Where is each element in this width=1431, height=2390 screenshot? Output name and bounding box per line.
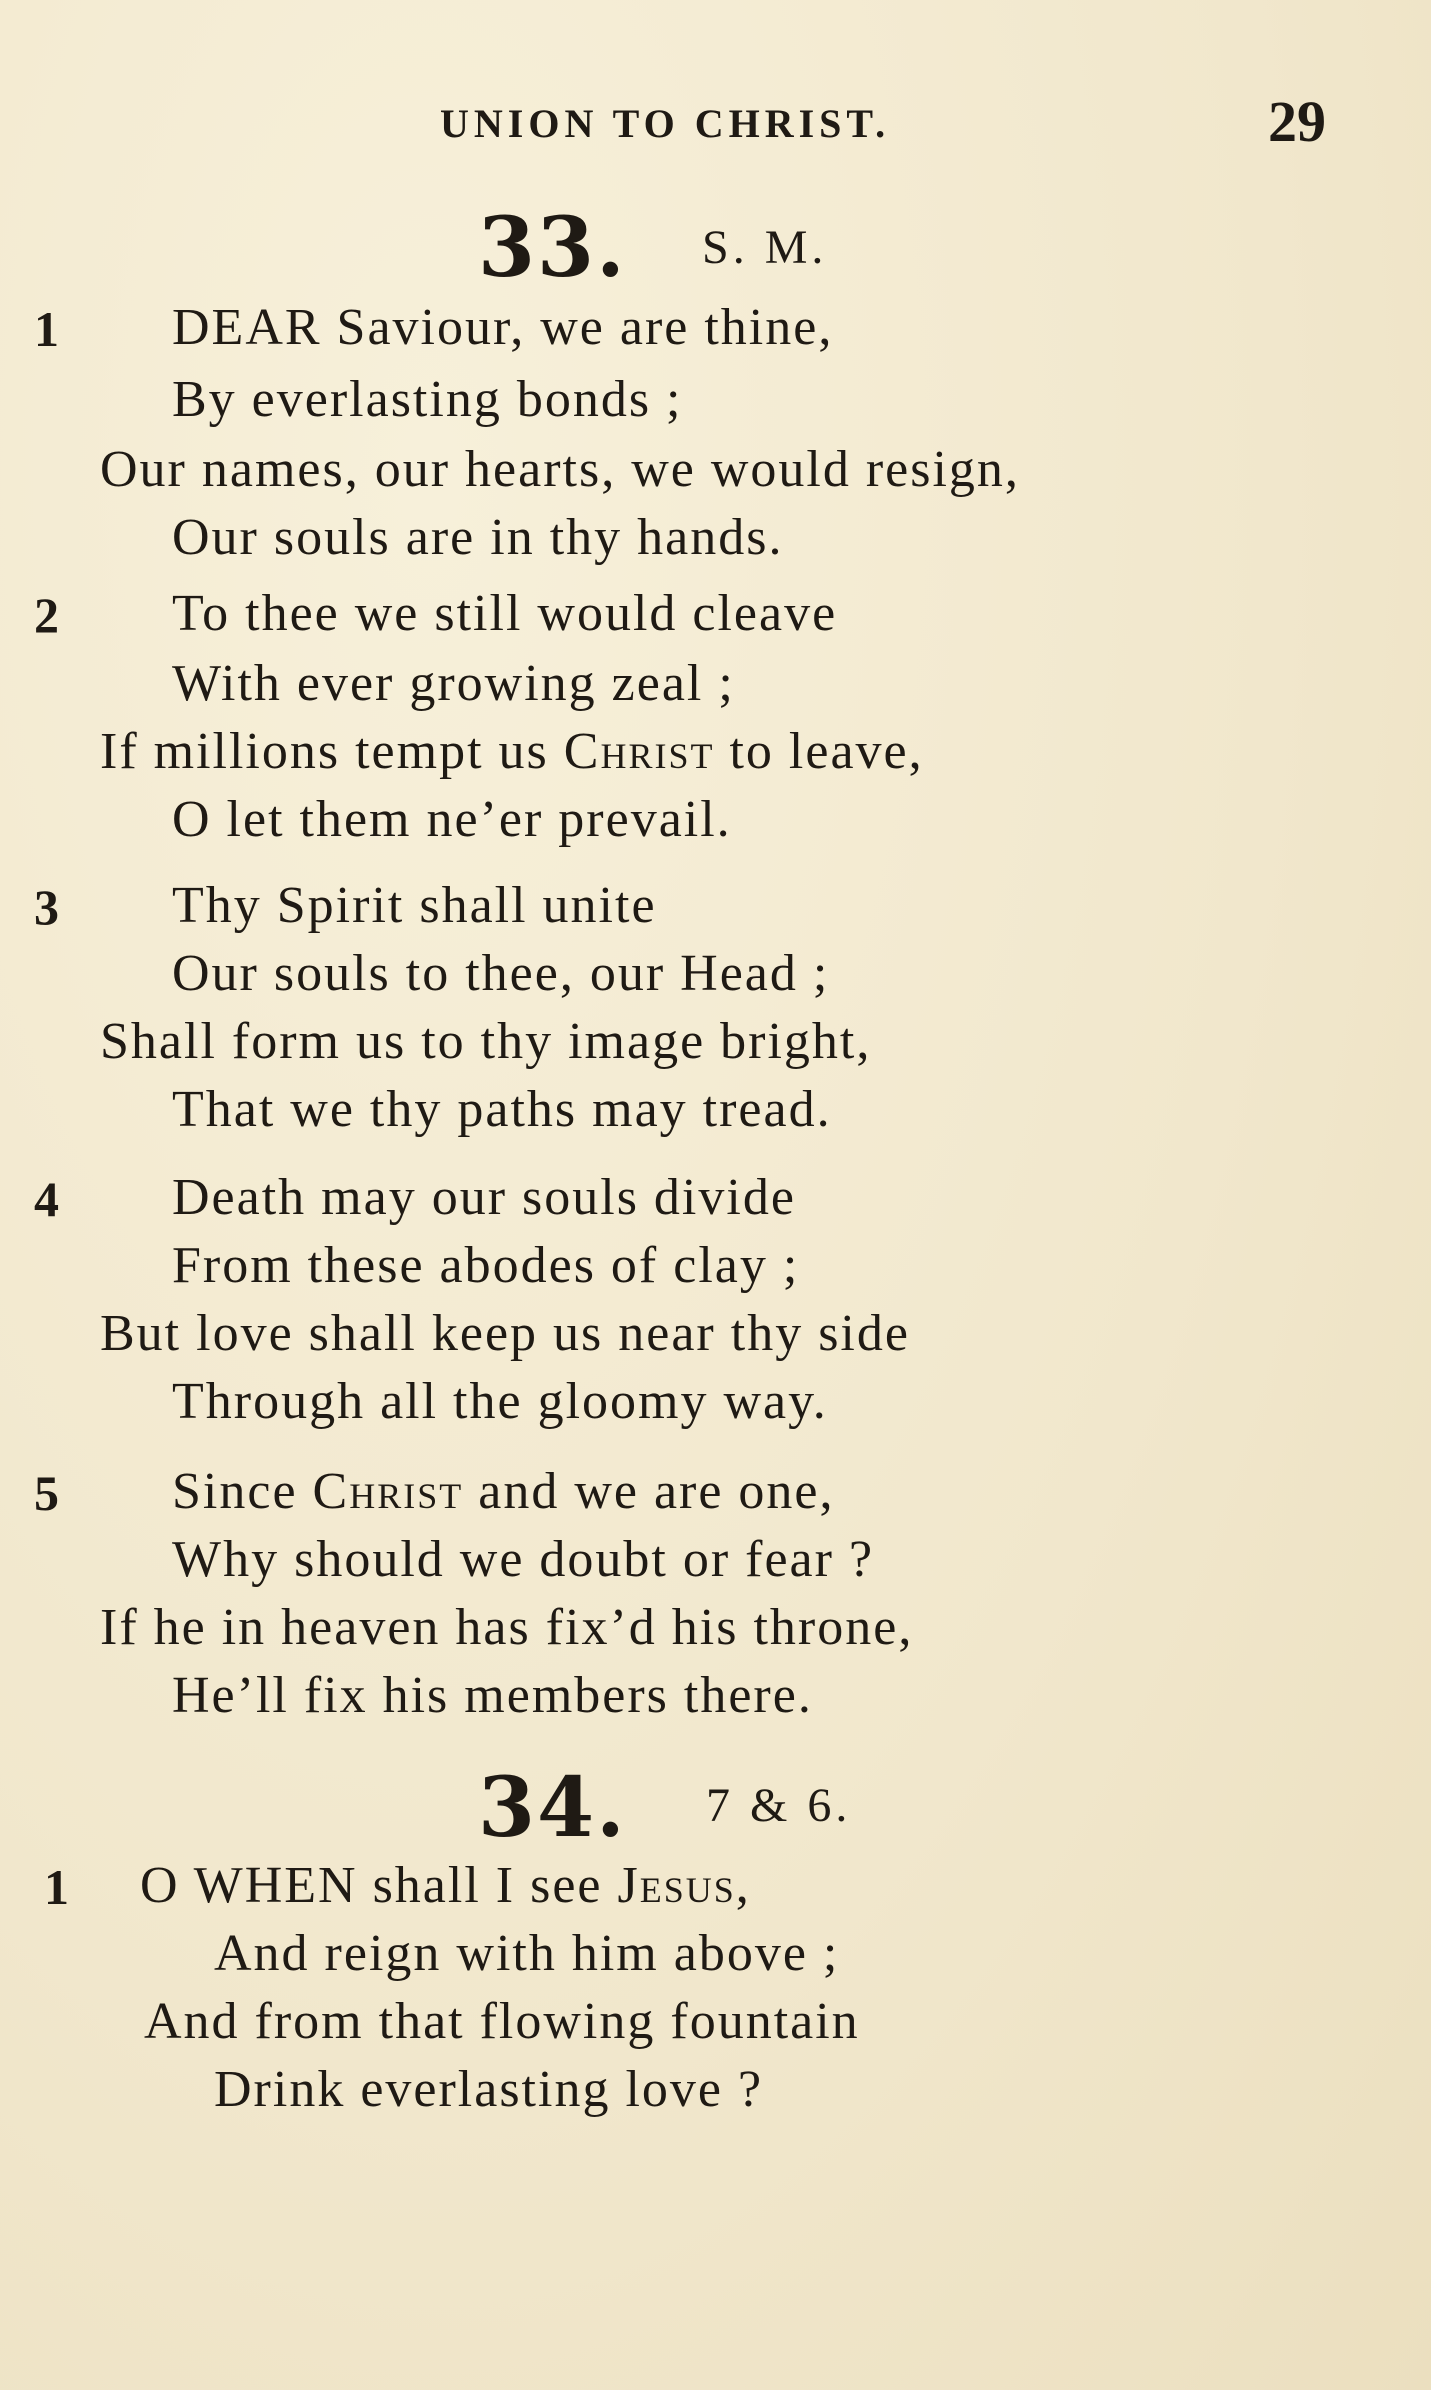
hymn-number: 33. [478, 200, 627, 296]
running-title: UNION TO CHRIST. [440, 101, 891, 146]
verse-number: 1 [44, 1859, 69, 1915]
verse-line: Our names, our hearts, we would resign, [100, 441, 1020, 498]
verse-line: Shall form us to thy image bright, [100, 1013, 872, 1070]
verse-line: He’ll fix his members there. [172, 1667, 813, 1724]
christ-small-caps: Christ [312, 1463, 464, 1520]
verse-number: 1 [34, 301, 59, 357]
verse-line: But love shall keep us near thy side [100, 1305, 910, 1362]
hymn-meter: 7 & 6. [706, 1779, 852, 1832]
verse-line: Why should we doubt or fear ? [172, 1531, 875, 1588]
verse-line: Since Christ and we are one, [172, 1463, 835, 1520]
verse-line: Our souls to thee, our Head ; [172, 945, 830, 1002]
verse-line: Through all the gloomy way. [172, 1373, 828, 1430]
verse-line: O let them ne’er prevail. [172, 791, 732, 848]
verse-line: With ever growing zeal ; [172, 655, 735, 712]
christ-small-caps: Christ [563, 723, 715, 780]
hymn-meter: S. M. [702, 221, 828, 274]
verse-line: Drink everlasting love ? [214, 2061, 764, 2118]
jesus-small-caps: Jesus [617, 1857, 736, 1914]
verse-line: Our souls are in thy hands. [172, 509, 784, 566]
verse-line: That we thy paths may tread. [172, 1081, 832, 1138]
verse-line: And reign with him above ; [214, 1925, 840, 1982]
verse-line: And from that flowing fountain [144, 1993, 860, 2050]
verse-line: By everlasting bonds ; [172, 371, 683, 428]
verse-number: 2 [34, 587, 59, 643]
verse-number: 3 [34, 879, 59, 935]
verse-line: Thy Spirit shall unite [172, 877, 657, 934]
hymn-number: 34. [478, 1760, 627, 1856]
verse-number: 4 [34, 1171, 59, 1227]
verse-line: If millions tempt us Christ to leave, [100, 723, 924, 780]
verse-line: Death may our souls divide [172, 1169, 796, 1226]
verse-number: 5 [34, 1465, 59, 1521]
verse-line: O WHEN shall I see Jesus, [140, 1857, 751, 1914]
verse-line: From these abodes of clay ; [172, 1237, 800, 1294]
verse-line: If he in heaven has fix’d his throne, [100, 1599, 914, 1656]
verse-line: DEAR Saviour, we are thine, [172, 299, 834, 356]
page-number: 29 [1268, 89, 1326, 154]
verse-line: To thee we still would cleave [172, 585, 838, 642]
